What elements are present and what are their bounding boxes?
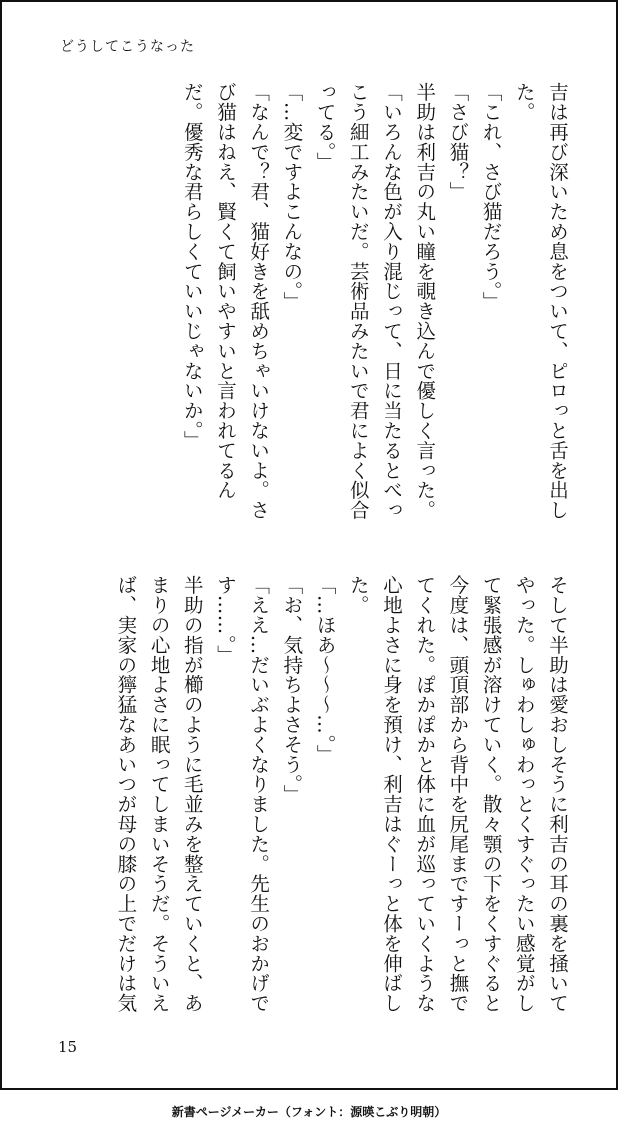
paragraph: 半助の指が櫛のように毛並みを整えていくと、あまりの心地よさに眠ってしまいそうだ。そういえば、実家の獰猛なあいつが母の膝の上でだけは気: [114, 575, 204, 1013]
paragraph: 「…ほあ〜〜〜…。」: [313, 575, 337, 765]
paragraph: 「これ、さび猫だろう。」: [479, 82, 503, 312]
paragraph: 「お、気持ちよさそう。」: [280, 575, 304, 805]
paragraph: 「さび猫？」: [446, 82, 470, 202]
paragraph: そして半助は愛おしそうに利吉の耳の裏を掻いてやった。しゅわしゅわっとくすぐったい感覚がして緊張感が溶けていく。散々顎の下をくすぐると今度は、頭頂部から背中を尻尾まですーっと撫でてくれた。ぽかぽかと体に血が巡っていくような心地よさに身を預け、利吉はぐーっと体を伸ばした。: [346, 575, 569, 1013]
paragraph: 「なんで？君、猫好きを舐めちゃいけないよ。さび猫はねえ、賢くて飼いやすいと言われてるんだ。優秀な君らしくていいじゃないか。」: [180, 82, 271, 520]
text-block-lower: [54, 575, 574, 1025]
footer-credit: 新書ページメーカー（フォント：源暎こぶり明朝）: [171, 1105, 447, 1119]
paragraph: 「ええ…だいぶよくなりました。先生のおかげです……。」: [213, 575, 271, 1013]
paragraph: 「…変ですよこんなの。」: [280, 82, 304, 312]
page-number: 15: [58, 1038, 78, 1056]
text-block-upper: [54, 82, 574, 532]
running-header: どうしてこうなった: [60, 39, 195, 55]
paragraph: 半助は利吉の丸い瞳を覗き込んで優しく言った。: [413, 82, 437, 520]
paragraph: 「いろんな色が入り混じって、日に当たるとべっこう細工みたいだ。芸術品みたいで君によく似合ってる。」: [313, 82, 403, 520]
paragraph: 吉は再び深いため息をついて、ピロっと舌を出した。: [512, 82, 569, 520]
